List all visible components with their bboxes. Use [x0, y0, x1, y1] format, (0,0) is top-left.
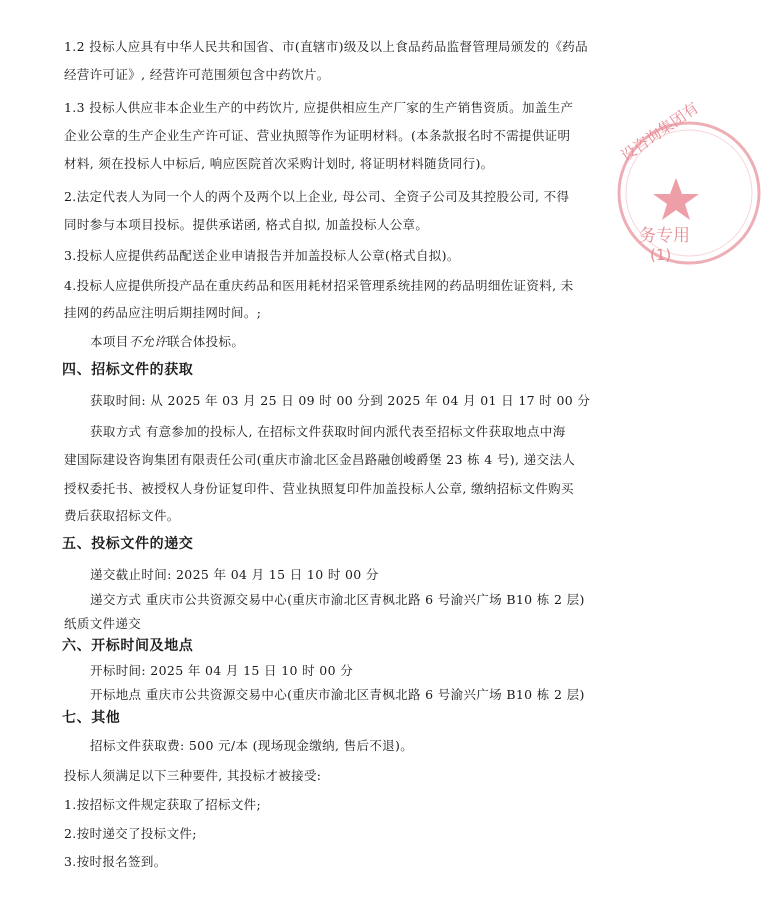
seal-number-text: (1): [650, 246, 672, 264]
clause-1-2-line-2: 经营许可证》, 经营许可范围须包含中药饮片。: [64, 67, 330, 82]
clause-2-line-1: 2.法定代表人为同一个人的两个及两个以上企业, 母公司、全资子公司及其控股公司, 不得: [64, 189, 570, 204]
seal-center-text: 务专用: [639, 226, 690, 246]
clause-4-line-2: 挂网的药品应注明后期挂网时间。;: [64, 305, 262, 320]
section-7-condition-3: 3.按时报名签到。: [64, 854, 167, 869]
consortium-note: [90, 333, 244, 351]
section-4-title: 四、招标文件的获取: [62, 362, 194, 378]
section-7-title: 七、其他: [62, 710, 121, 726]
consortium-note-b: 不允许: [128, 334, 168, 349]
section-5-place-line-2: 纸质文件递交: [64, 616, 142, 631]
section-4-way-line-4: 费后获取招标文件。: [64, 508, 180, 523]
seal-star-icon: [653, 178, 699, 220]
section-7-conditions: 投标人须满足以下三种要件, 其投标才被接受:: [64, 768, 322, 783]
section-4-time: 获取时间: 从 2025 年 03 月 25 日 09 时 00 分到 2025 年 04 月 01 日 17 时 00 分: [90, 393, 591, 408]
section-7-condition-2: 2.按时递交了投标文件;: [64, 826, 197, 841]
seal-arc-text: 设咨询集团有: [617, 98, 702, 166]
section-4-way-line-2: 建国际建设咨询集团有限责任公司(重庆市渝北区金昌路融创峻爵堡 23 栋 4 号), 递交法人: [64, 452, 576, 467]
clause-1-3-line-1: 1.3 投标人供应非本企业生产的中药饮片, 应提供相应生产厂家的生产销售资质。加盖生产: [64, 100, 574, 115]
clause-1-2-line-1: 1.2 投标人应具有中华人民共和国省、市(直辖市)级及以上食品药品监督管理局颁发的《药品: [64, 39, 589, 54]
clause-2-line-2: 同时参与本项目投标。提供承诺函, 格式自拟, 加盖投标人公章。: [64, 217, 429, 232]
company-seal: [614, 98, 764, 268]
section-5-title: 五、投标文件的递交: [62, 536, 194, 552]
clause-1-3-line-2: 企业公章的生产企业生产许可证、营业执照等作为证明材料。(本条款报名时不需提供证明: [64, 128, 571, 143]
section-5-place-line-1: 递交方式 重庆市公共资源交易中心(重庆市渝北区青枫北路 6 号渝兴广场 B10 栋 2 层): [90, 592, 585, 607]
consortium-note-c: 联合体投标。: [167, 334, 245, 349]
consortium-note-a: 本项目: [90, 334, 129, 349]
clause-3-line: 3.投标人应提供药品配送企业申请报告并加盖投标人公章(格式自拟)。: [64, 248, 460, 263]
section-5-deadline: 递交截止时间: 2025 年 04 月 15 日 10 时 00 分: [90, 567, 379, 582]
section-7-fee: 招标文件获取费: 500 元/本 (现场现金缴纳, 售后不退)。: [90, 738, 414, 753]
section-6-title: 六、开标时间及地点: [62, 638, 194, 654]
section-6-place: 开标地点 重庆市公共资源交易中心(重庆市渝北区青枫北路 6 号渝兴广场 B10 栋 2 层): [90, 687, 585, 702]
section-4-way-line-3: 授权委托书、被授权人身份证复印件、营业执照复印件加盖投标人公章, 缴纳招标文件购买: [64, 481, 574, 496]
clause-4-line-1: 4.投标人应提供所投产品在重庆药品和医用耗材招采管理系统挂网的药品明细佐证资料, 未: [64, 278, 574, 293]
section-6-time: 开标时间: 2025 年 04 月 15 日 10 时 00 分: [90, 663, 354, 678]
clause-1-3-line-3: 材料, 须在投标人中标后, 响应医院首次采购计划时, 将证明材料随货同行)。: [64, 156, 494, 171]
section-4-way-line-1: 获取方式 有意参加的投标人, 在招标文件获取时间内派代表至招标文件获取地点中海: [90, 424, 566, 439]
section-7-condition-1: 1.按招标文件规定获取了招标文件;: [64, 797, 262, 812]
